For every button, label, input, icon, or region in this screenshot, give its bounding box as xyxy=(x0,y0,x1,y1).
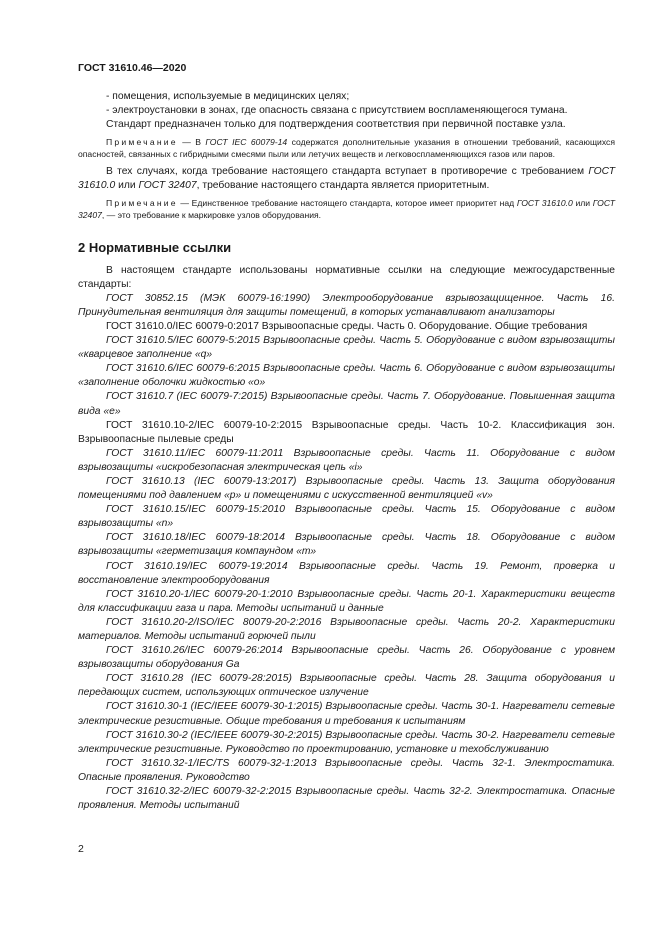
purpose-paragraph: Стандарт предназначен только для подтверждения соответствия при первичной поставке узла. xyxy=(106,119,566,131)
document-header: ГОСТ 31610.46—2020 xyxy=(78,62,187,74)
reference-item: ГОСТ 31610.32-1/IEC/TS 60079-32-1:2013 Взрывоопасные среды. Часть 32-1. Электростатика. Опасные проявления. Руководство xyxy=(78,757,615,783)
note-2: Примечание — Единственное требование настоящего стандарта, которое имеет приоритет над ГОСТ 31610.0 или ГОСТ 32407, — это требование к маркировке узлов оборудования. xyxy=(78,198,616,220)
doc-reference: ГОСТ 31610.0 xyxy=(516,198,573,209)
reference-item: ГОСТ 30852.15 (МЭК 60079-16:1990) Электрооборудование взрывозащищенное. Часть 16. Принудительная вентиляция для защиты помещений, в которых устанавливают анализаторы xyxy=(78,292,615,318)
reference-item: ГОСТ 31610.32-2/IEC 60079-32-2:2015 Взрывоопасные среды. Часть 32-2. Электростатика. Опасные проявления. Методы испытаний xyxy=(78,786,615,812)
note-1: Примечание — В ГОСТ IEC 60079-14 содержатся дополнительные указания в отношении требований, касающихся опасностей, связанных с гибридными смесями пыли или летучих веществ и легковоспламеняющихся газов или паров. xyxy=(78,137,615,159)
reference-item: ГОСТ 31610.11/IEC 60079-11:2011 Взрывоопасные среды. Часть 11. Оборудование с видом взрывозащиты «искробезопасная электрическая цепь «i» xyxy=(78,447,615,473)
doc-reference: ГОСТ 31610.0 xyxy=(78,166,615,192)
section-intro: В настоящем стандарте использованы нормативные ссылки на следующие межгосударственные стандарты: xyxy=(78,264,615,290)
reference-item: ГОСТ 31610.18/IEC 60079-18:2014 Взрывоопасные среды. Часть 18. Оборудование с видом взрывозащиты «герметизация компаундом «m» xyxy=(78,532,615,558)
doc-reference: ГОСТ IEC 60079-14 xyxy=(205,137,288,148)
reference-item: ГОСТ 31610.26/IEC 60079-26:2014 Взрывоопасные среды. Часть 26. Оборудование с уровнем взрывозащиты оборудования Ga xyxy=(78,645,615,671)
reference-item: ГОСТ 31610.6/IEC 60079-6:2015 Взрывоопасные среды. Часть 6. Оборудование с видом взрывозащиты «заполнение оболочки жидкостью «о» xyxy=(78,363,615,389)
reference-item: ГОСТ 31610.19/IEC 60079-19:2014 Взрывоопасные среды. Часть 19. Ремонт, проверка и восстановление электрооборудования xyxy=(78,560,615,586)
doc-reference: ГОСТ 32407 xyxy=(138,180,197,192)
page-number: 2 xyxy=(78,843,84,855)
reference-item: ГОСТ 31610.20-2/ISO/IEC 80079-20-2:2016 Взрывоопасные среды. Часть 20-2. Характеристики материалов. Методы испытаний горючей пыли xyxy=(78,616,615,642)
reference-item: ГОСТ 31610.20-1/IEC 60079-20-1:2010 Взрывоопасные среды. Часть 20-1. Характеристики веществ для классификации газа и пара. Методы испытаний и данные xyxy=(78,588,615,614)
reference-item: ГОСТ 31610.0/IEC 60079-0:2017 Взрывоопасные среды. Часть 0. Оборудование. Общие требования xyxy=(106,320,588,332)
section-heading: 2 Нормативные ссылки xyxy=(78,240,232,256)
bullet-item: - помещения, используемые в медицинских целях; xyxy=(106,91,350,102)
reference-item: ГОСТ 31610.15/IEC 60079-15:2010 Взрывоопасные среды. Часть 15. Оборудование с видом взрывозащиты «n» xyxy=(78,504,615,530)
bullet-item: - электроустановки в зонах, где опасность связана с присутствием воспламеняющегося тумана. xyxy=(106,105,568,117)
priority-paragraph: В тех случаях, когда требование настоящего стандарта вступает в противоречие с требованием ГОСТ 31610.0 или ГОСТ 32407, требование настоящего стандарта является приоритетным. xyxy=(78,166,615,192)
note-label: Примечание xyxy=(106,137,178,148)
reference-item: ГОСТ 31610.5/IEC 60079-5:2015 Взрывоопасные среды. Часть 5. Оборудование с видом взрывозащиты «кварцевое заполнение «q» xyxy=(78,335,615,361)
reference-item: ГОСТ 31610.13 (IEC 60079-13:2017) Взрывоопасные среды. Часть 13. Защита оборудования помещениями под давлением «р» и помещениями с искусственной вентиляцией «v» xyxy=(78,475,615,502)
reference-item: ГОСТ 31610.10-2/IEC 60079-10-2:2015 Взрывоопасные среды. Часть 10-2. Классификация зон. Взрывоопасные пылевые среды xyxy=(78,419,615,445)
reference-list xyxy=(78,292,615,813)
note-label: Примечание xyxy=(106,198,178,209)
page-content xyxy=(78,90,615,813)
reference-item: ГОСТ 31610.28 (IEC 60079-28:2015) Взрывоопасные среды. Часть 28. Защита оборудования и передающих систем, использующих оптическое излучение xyxy=(78,673,615,699)
doc-reference: ГОСТ 32407 xyxy=(78,198,616,220)
reference-item: ГОСТ 31610.7 (IEC 60079-7:2015) Взрывоопасные среды. Часть 7. Оборудование. Повышенная защита вида «е» xyxy=(78,391,615,417)
reference-item: ГОСТ 31610.30-1 (IEC/IEEE 60079-30-1:2015) Взрывоопасные среды. Часть 30-1. Нагреватели сетевые электрические резистивные. Общие требования и требования к испытаниям xyxy=(78,701,615,727)
reference-item: ГОСТ 31610.30-2 (IEC/IEEE 60079-30-2:2015) Взрывоопасные среды. Часть 30-2. Нагреватели сетевые электрические резистивные. Руководство по проектированию, установке и техобслуживанию xyxy=(78,729,615,755)
